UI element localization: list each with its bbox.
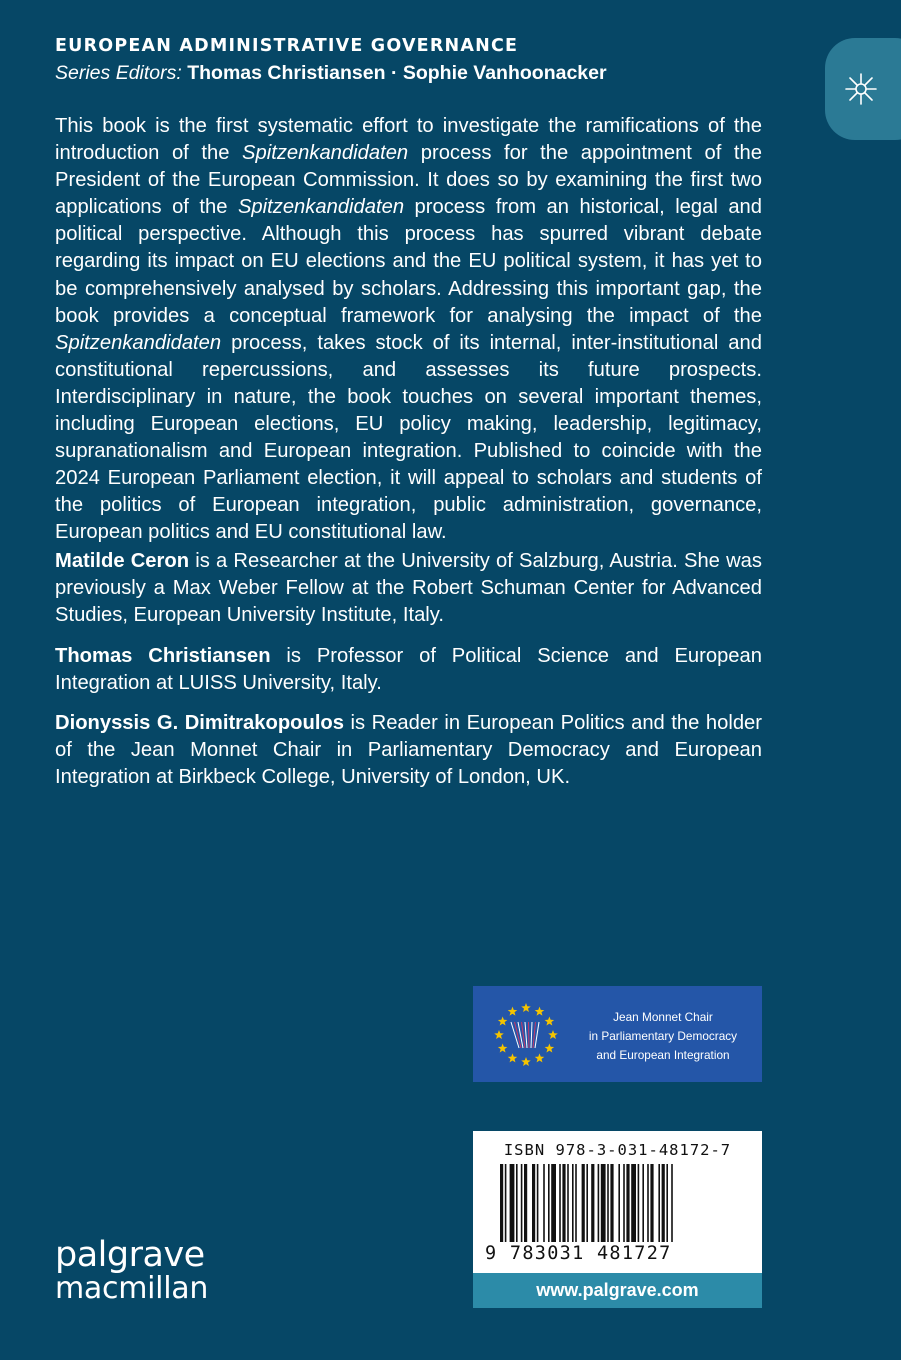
italic-term: Spitzenkandidaten: [237, 196, 405, 219]
barcode-bar: [586, 1164, 588, 1242]
barcode-bar: [510, 1164, 515, 1242]
eu-star: [545, 1044, 555, 1053]
eu-star: [548, 1030, 558, 1039]
jean-monnet-text: [568, 1008, 758, 1065]
barcode-bar: [572, 1164, 574, 1242]
author-bio-text: is Reader in European Politics and the holder of the Jean Monnet Chair in Parliamentary Democracy and European Integration at Birkbeck College, University of London, UK.: [55, 712, 763, 789]
barcode-bar: [559, 1164, 561, 1242]
jean-monnet-line2: in Parliamentary Democracy: [588, 1029, 738, 1043]
eu-star: [535, 1007, 545, 1016]
book-description: [55, 113, 762, 547]
author-name: Thomas Christiansen: [55, 645, 271, 667]
publisher-logo-line1: palgrave: [55, 1235, 205, 1275]
barcode-bar: [618, 1164, 620, 1242]
barcode-bar: [598, 1164, 600, 1242]
author-name: Matilde Ceron: [55, 550, 190, 572]
author-bio-ceron: [55, 548, 762, 629]
emblem-stroke: [529, 1022, 530, 1048]
author-bio-christiansen: [55, 643, 762, 697]
barcode-bar: [631, 1164, 636, 1242]
series-title: EUROPEAN ADMINISTRATIVE GOVERNANCE: [55, 36, 519, 56]
eu-star: [521, 1003, 531, 1012]
barcode-bar: [575, 1164, 577, 1242]
barcode-bar: [551, 1164, 556, 1242]
italic-term: Spitzenkandidaten: [55, 331, 222, 354]
eu-star: [508, 1053, 518, 1062]
emblem-stroke: [531, 1022, 532, 1048]
eu-star: [498, 1044, 508, 1053]
barcode-bar: [658, 1164, 660, 1242]
eu-star: [521, 1057, 531, 1066]
barcode-bar: [647, 1164, 649, 1242]
description-text: process for the appointment of the President of the European Commission. It does so by examining the first two applications of the: [55, 142, 762, 219]
barcode-bar: [582, 1164, 585, 1242]
eu-stars-icon: [491, 1000, 561, 1070]
jean-monnet-logo: [473, 986, 762, 1082]
barcode-bar: [671, 1164, 673, 1242]
barcode-bar: [601, 1164, 606, 1242]
barcode-bars: [500, 1164, 736, 1244]
barcode-bar: [521, 1164, 523, 1242]
barcode-bar: [500, 1164, 503, 1242]
emblem-stroke: [525, 1022, 527, 1048]
description-text: process, takes stock of its internal, inter-institutional and constitutional repercussions, and assesses its future prospects. Interdisciplinary in nature, the book touches on several important themes, including European elections, EU policy making, leadership, legitimacy, supranationalism and European integration. Published to coincide with the 2024 European Parliament election, it will appeal to scholars and students of the politics of European integration, public administration, governance, European politics and EU constitutional law.: [55, 331, 762, 544]
barcode-bar: [516, 1164, 518, 1242]
eu-star: [494, 1030, 504, 1039]
jean-monnet-line3: and European Integration: [596, 1048, 730, 1062]
eu-star: [545, 1017, 555, 1026]
barcode-digits: 9 783031 481727: [485, 1243, 672, 1264]
barcode-bar: [591, 1164, 594, 1242]
barcode-bar: [548, 1164, 550, 1242]
barcode-bar: [623, 1164, 625, 1242]
palgrave-badge: [825, 38, 901, 140]
isbn-number: ISBN 978-3-031-48172-7: [503, 1141, 732, 1159]
barcode-bar: [524, 1164, 527, 1242]
barcode-bar: [562, 1164, 565, 1242]
description-text: process from an historical, legal and political perspective. Although this process has spurred vibrant debate regarding its impact on EU elections and the EU political system, it has yet to be comprehensively analysed by scholars. Addressing this important gap, the book provides a conceptual framework for analysing the impact of the: [55, 196, 762, 327]
author-bio-text: is a Researcher at the University of Salzburg, Austria. She was previously a Max Weber Fellow at the Robert Schuman Center for Advanced Studies, European University Institute, Italy.: [55, 550, 762, 627]
barcode-bar: [543, 1164, 545, 1242]
series-editors-label: Series Editors:: [55, 62, 182, 84]
barcode-bar: [626, 1164, 629, 1242]
description-text: This book is the first systematic effort to investigate the ramifications of the introduction of the: [55, 115, 762, 165]
publisher-website[interactable]: www.palgrave.com: [473, 1273, 762, 1308]
author-bio-dimitrakopoulos: [55, 710, 762, 791]
barcode-bar: [537, 1164, 539, 1242]
barcode-bar: [610, 1164, 613, 1242]
barcode: [473, 1131, 762, 1273]
palgrave-star-icon: [843, 71, 879, 107]
barcode-bar: [638, 1164, 640, 1242]
barcode-bar: [666, 1164, 668, 1242]
barcode-bar: [642, 1164, 644, 1242]
author-name: Dionyssis G. Dimitrakopoulos: [55, 712, 344, 734]
eu-star: [535, 1053, 545, 1062]
barcode-bar: [567, 1164, 569, 1242]
publisher-logo: [55, 1237, 208, 1305]
barcode-bar: [532, 1164, 535, 1242]
publisher-logo-line2: macmillan: [55, 1271, 209, 1306]
series-editors-names: Thomas Christiansen · Sophie Vanhoonacker: [187, 62, 607, 84]
barcode-bar: [662, 1164, 665, 1242]
jean-monnet-line1: Jean Monnet Chair: [613, 1010, 713, 1024]
eu-star: [498, 1017, 508, 1026]
barcode-bar: [650, 1164, 653, 1242]
italic-term: Spitzenkandidaten: [242, 142, 409, 165]
eu-star: [508, 1007, 518, 1016]
series-editors: [55, 62, 607, 85]
author-bio-text: is Professor of Political Science and European Integration at LUISS University, Italy.: [55, 645, 762, 695]
barcode-bar: [607, 1164, 609, 1242]
barcode-bar: [505, 1164, 507, 1242]
